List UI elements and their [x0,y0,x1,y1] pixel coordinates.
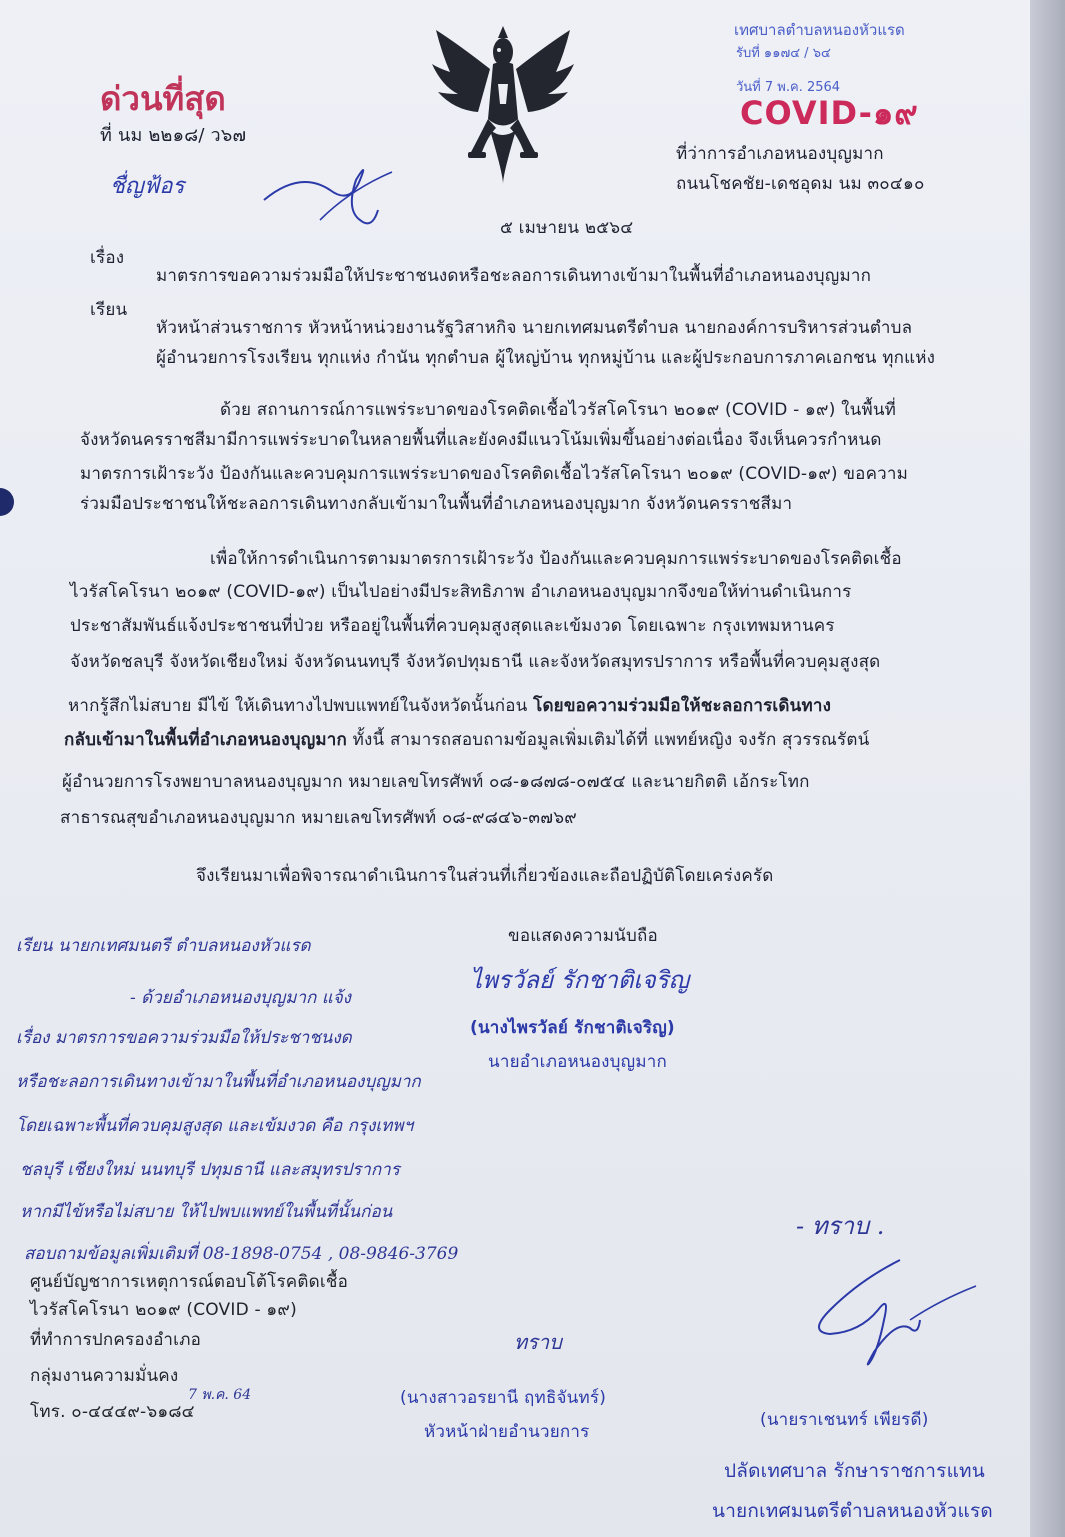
stamp-received-no: รับที่ ๑๑๗๔ / ๖๔ [736,46,831,61]
para2-line-7: ผู้อำนวยการโรงพยาบาลหนองบุญมาก หมายเลขโทรศัพท์ ๐๘-๑๘๗๘-๐๗๕๔ และนายกิตติ เอ้กระโทก [62,772,810,792]
subject-label: เรื่อง [90,248,125,268]
reference-number: ที่ นม ๒๒๑๘/ ว๖๗ [100,125,247,146]
clerk-position: หัวหน้าฝ่ายอำนวยการ [424,1422,590,1442]
command-center-line-4: กลุ่มงานความมั่นคง [30,1366,179,1386]
para2-line-1: เพื่อให้การดำเนินการตามมาตรการเฝ้าระวัง ป้องกันและควบคุมการแพร่ระบาดของโรคติดเชื้อ [210,549,902,569]
command-center-line-5: โทร. ๐-๔๔๔๙-๖๑๘๔ [30,1402,195,1422]
urgency-label: ด่วนที่สุด [100,79,226,118]
para2-line-8: สาธารณสุขอำเภอหนองบุญมาก หมายเลขโทรศัพท์ ๐๘-๙๘๔๖-๓๗๖๙ [60,808,577,828]
hand-ack-date: 7 พ.ค. 64 [188,1387,252,1403]
para1-line-3: มาตรการเฝ้าระวัง ป้องกันและควบคุมการแพร่ระบาดของโรคติดเชื้อไวรัสโคโรนา ๒๐๑๙ (COVID-๑๙) ขอความ [80,464,909,484]
hand-note-line-5: โดยเฉพาะพื้นที่ควบคุมสูงสุด และเข้มงวด คือ กรุงเทพฯ [16,1116,414,1136]
para1-line-1: ด้วย สถานการณ์การแพร่ระบาดของโรคติดเชื้อไวรัสโคโรนา ๒๐๑๙ (COVID - ๑๙) ในพื้นที่ [220,400,897,420]
para2-line-5 [68,692,831,719]
handwritten-top-name: ชื่ญฟ้อร [110,174,185,199]
paper-edge-shadow [1030,0,1065,1537]
office-address-line-2: ถนนโชคชัย-เดชอุดม นม ๓๐๔๑๐ [676,174,925,194]
para1-line-2: จังหวัดนครราชสีมามีการแพร่ระบาดในหลายพื้นที่และยังคงมีแนวโน้มเพิ่มขึ้นอย่างต่อเนื่อง จึงเห็นควรกำหนด [80,430,882,450]
para2-line-5a: หากรู้สึกไม่สบาย มีไข้ ให้เดินทางไปพบแพทย์ในจังหวัดนั้นก่อน [68,696,528,716]
hand-note-line-4: หรือชะลอการเดินทางเข้ามาในพื้นที่อำเภอหนองบุญมาก [16,1072,421,1092]
stamp-covid-tag: COVID-๑๙ [740,94,919,132]
para2-line-2: ไวรัสโคโรนา ๒๐๑๙ (COVID-๑๙) เป็นไปอย่างมีประสิทธิภาพ อำเภอหนองบุญมากจึงขอให้ท่านดำเนินการ [70,582,852,602]
subject-text: มาตรการขอความร่วมมือให้ประชาชนงดหรือชะลอการเดินทางเข้ามาในพื้นที่อำเภอหนองบุญมาก [156,266,872,286]
stamp-office: เทศบาลตำบลหนองหัวแรด [734,21,905,39]
para2-line-5b: โดยขอความร่วมมือให้ชะลอการเดินทาง [533,696,832,716]
to-label: เรียน [90,300,128,320]
hand-note-line-1: เรียน นายกเทศมนตรี ตำบลหนองหัวแรด [16,936,311,956]
deputy-name: (นายราเชนทร์ เพียรดี) [760,1410,929,1430]
stamp-date-received: วันที่ 7 พ.ค. 2564 [736,80,841,95]
hand-note-line-8: สอบถามข้อมูลเพิ่มเติมที่ 08-1898-0754 , 08-9846-3769 [24,1244,459,1264]
main-signature: ไพรวัลย์ รักชาติเจริญ [470,966,690,994]
clerk-name: (นางสาวอรยานี ฤทธิจันทร์) [400,1388,607,1408]
hand-note-line-2: - ด้วยอำเภอหนองบุญมาก แจ้ง [130,988,351,1008]
deputy-signature-icon [800,1250,980,1370]
signer-position: นายอำเภอหนองบุญมาก [488,1052,667,1072]
para2-line-6b: กลับเข้ามาในพื้นที่อำเภอหนองบุญมาก [64,730,348,750]
command-center-line-1: ศูนย์บัญชาการเหตุการณ์ตอบโต้โรคติดเชื้อ [30,1272,348,1292]
signer-name: (นางไพรวัลย์ รักชาติเจริญ) [470,1018,675,1038]
hand-note-line-3: เรื่อง มาตรการขอความร่วมมือให้ประชาชนงด [16,1028,352,1048]
para1-line-4: ร่วมมือประชาชนให้ชะลอการเดินทางกลับเข้ามาในพื้นที่อำเภอหนองบุญมาก จังหวัดนครราชสีมา [80,494,793,514]
right-initial-ack: - ทราบ . [796,1212,885,1240]
office-address-line-1: ที่ว่าการอำเภอหนองบุญมาก [676,144,884,164]
command-center-line-3: ที่ทำการปกครองอำเภอ [30,1330,202,1350]
hand-ack: ทราบ [514,1330,562,1354]
binder-hole [0,488,14,516]
command-center-line-2: ไวรัสโคโรนา ๒๐๑๙ (COVID - ๑๙) [30,1300,297,1320]
para2-line-3: ประชาสัมพันธ์แจ้งประชาชนที่ป่วย หรืออยู่ในพื้นที่ควบคุมสูงสุดและเข้มงวด โดยเฉพาะ กรุงเทพมหานคร [70,616,835,636]
deputy-position-1: ปลัดเทศบาล รักษาราชการแทน [724,1460,985,1482]
closing-line: จึงเรียนมาเพื่อพิจารณาดำเนินการในส่วนที่เกี่ยวข้องและถือปฏิบัติโดยเคร่งครัด [196,866,774,886]
hand-note-line-6: ชลบุรี เชียงใหม่ นนทบุรี ปทุมธานี และสมุทรปราการ [20,1160,400,1180]
para2-line-4: จังหวัดชลบุรี จังหวัดเชียงใหม่ จังหวัดนนทบุรี จังหวัดปทุมธานี และจังหวัดสมุทรปราการ หรือพื้นที่ควบคุมสูงสุด [70,652,881,672]
hand-note-line-7: หากมีไข้หรือไม่สบาย ให้ไปพบแพทย์ในพื้นที่นั้นก่อน [20,1202,393,1222]
top-signature-icon [260,150,400,240]
to-line-2: ผู้อำนวยการโรงเรียน ทุกแห่ง กำนัน ทุกตำบล ผู้ใหญ่บ้าน ทุกหมู่บ้าน และผู้ประกอบการภาคเอกชน ทุกแห่ง [156,348,936,368]
para2-line-6 [64,726,869,753]
regards: ขอแสดงความนับถือ [508,926,658,946]
deputy-position-2: นายกเทศมนตรีตำบลหนองหัวแรด [712,1500,993,1522]
garuda-emblem-icon [428,24,578,189]
document-date: ๕ เมษายน ๒๕๖๔ [500,218,634,238]
to-line-1: หัวหน้าส่วนราชการ หัวหน้าหน่วยงานรัฐวิสาหกิจ นายกเทศมนตรีตำบล นายกองค์การบริหารส่วนตำบล [156,318,913,338]
para2-line-6c: ทั้งนี้ สามารถสอบถามข้อมูลเพิ่มเติมได้ที่ แพทย์หญิง จงรัก สุวรรณรัตน์ [352,730,870,750]
